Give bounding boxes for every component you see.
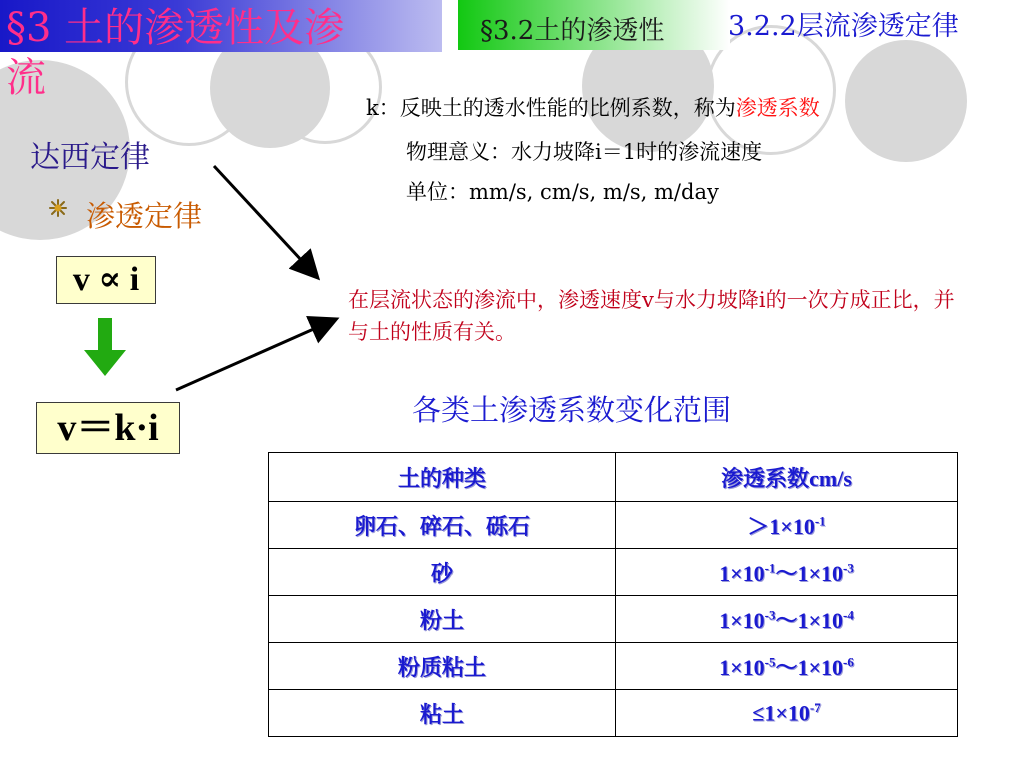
soil-type-cell: 粉质粘土 [269, 643, 616, 690]
permeability-coefficient-term: 渗透系数 [735, 96, 820, 120]
slide-title: §3 土的渗透性及渗 [6, 5, 345, 51]
table-row [269, 643, 958, 690]
coefficient-cell: $1\times 10^{-3}\sim 1\times 10^{-4}$ [616, 596, 958, 643]
section-label: §3.2土的渗透性 [480, 16, 665, 46]
slide-title-continued: 流 [6, 55, 46, 101]
law-statement: 在层流状态的渗流中，渗透速度v与水力坡降i的一次方成正比，并与土的性质有关。 [348, 288, 955, 344]
coefficient-cell: $1\times 10^{-5}\sim 1\times 10^{-6}$ [616, 643, 958, 690]
coefficient-cell: $1\times 10^{-1}\sim 1\times 10^{-3}$ [616, 549, 958, 596]
darcy-law-heading: 达西定律 [30, 140, 150, 175]
table-row [269, 549, 958, 596]
coefficient-cell: $>1\times 10^{-1}$ [616, 502, 958, 549]
table-title: 各类土渗透系数变化范围 [412, 393, 732, 427]
k-definition [366, 92, 820, 122]
table-row [269, 596, 958, 643]
column-header: 渗透系数cm/s [616, 453, 958, 502]
proportional-formula: v ∝ i [56, 256, 156, 304]
permeability-table [268, 452, 958, 737]
coefficient-cell: $\le 1\times 10^{-7}$ [616, 690, 958, 737]
k-definition-text: k：反映土的透水性能的比例系数，称为 [366, 96, 736, 120]
arrow-formula-to-law [176, 320, 334, 390]
soil-type-cell: 卵石、碎石、砾石 [269, 502, 616, 549]
soil-type-cell: 粉土 [269, 596, 616, 643]
arrow-heading-to-law [214, 166, 316, 276]
soil-type-cell: 砂 [269, 549, 616, 596]
darcy-formula: v＝k·i [36, 402, 180, 454]
k-units: 单位：mm/s, cm/s, m/s, m/day [406, 180, 719, 204]
subsection-label: 3.2.2层流渗透定律 [728, 11, 959, 42]
k-physical-meaning: 物理意义：水力坡降i＝1时的渗流速度 [406, 140, 763, 164]
table-header-row [269, 453, 958, 502]
permeability-law-label: 渗透定律 [86, 199, 203, 233]
column-header: 土的种类 [269, 453, 616, 502]
table-row [269, 502, 958, 549]
soil-type-cell: 粘土 [269, 690, 616, 737]
table-row [269, 690, 958, 737]
